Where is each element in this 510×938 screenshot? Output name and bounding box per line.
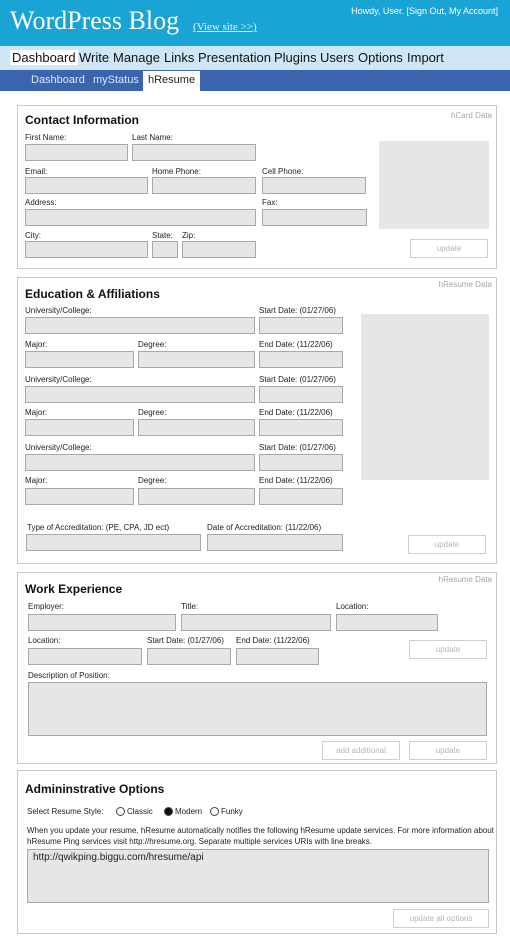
cell-phone-field[interactable] xyxy=(262,177,366,194)
style-modern-radio[interactable] xyxy=(164,807,173,816)
admin-panel xyxy=(17,770,497,934)
description-label: Description of Position: xyxy=(28,671,110,680)
nav-write[interactable]: Write xyxy=(79,50,110,65)
contact-update-button[interactable]: update xyxy=(410,239,488,258)
employer-field[interactable] xyxy=(28,614,176,631)
nav-links[interactable]: Links xyxy=(164,50,195,65)
email-label: Email: xyxy=(25,167,48,176)
email-field[interactable] xyxy=(25,177,148,194)
subnav-dashboard[interactable]: Dashboard xyxy=(31,74,85,86)
hresume-work-tag: hResume Data xyxy=(438,575,492,584)
start-date-label: Start Date: (01/27/06) xyxy=(259,443,336,452)
accreditation-date-field[interactable] xyxy=(207,534,343,551)
address-field[interactable] xyxy=(25,209,256,226)
work-update-button[interactable]: update xyxy=(409,741,487,760)
major-field[interactable] xyxy=(25,351,134,368)
ping-services-value: http://qwikping.biggu.com/hresume/api xyxy=(33,852,204,863)
nav-manage[interactable]: Manage xyxy=(113,50,160,65)
last-name-label: Last Name: xyxy=(132,133,173,142)
education-update-button[interactable]: update xyxy=(408,535,486,554)
university-label: University/College: xyxy=(25,375,92,384)
university-label: University/College: xyxy=(25,443,92,452)
degree-label: Degree: xyxy=(138,476,167,485)
location-field[interactable] xyxy=(336,614,438,631)
work-end-date-field[interactable] xyxy=(236,648,319,665)
university-label: University/College: xyxy=(25,306,92,315)
state-field[interactable] xyxy=(152,241,178,258)
major-label: Major: xyxy=(25,476,48,485)
nav-plugins[interactable]: Plugins xyxy=(274,50,317,65)
major-label: Major: xyxy=(25,408,48,417)
last-name-field[interactable] xyxy=(132,144,256,161)
view-site-link[interactable]: (View site >>) xyxy=(193,21,257,33)
degree-field[interactable] xyxy=(138,351,255,368)
work-panel xyxy=(17,572,497,764)
accreditation-type-field[interactable] xyxy=(26,534,201,551)
start-date-label: Start Date: (01/27/06) xyxy=(259,375,336,384)
home-phone-field[interactable] xyxy=(152,177,256,194)
nav-dashboard[interactable]: Dashboard xyxy=(12,50,76,65)
job-title-label: Title: xyxy=(181,602,199,611)
nav-options[interactable]: Options xyxy=(358,50,403,65)
location-label: Location: xyxy=(336,602,369,611)
add-additional-button[interactable]: add additional xyxy=(322,741,400,760)
accreditation-type-label: Type of Accreditation: (PE, CPA, JD ect) xyxy=(27,523,170,532)
blog-title: WordPress Blog xyxy=(10,6,180,35)
education-image-placeholder xyxy=(361,314,489,480)
degree-field[interactable] xyxy=(138,419,255,436)
major-label: Major: xyxy=(25,340,48,349)
work-location-field[interactable] xyxy=(28,648,142,665)
subnav-mystatus[interactable]: myStatus xyxy=(93,74,139,86)
employer-label: Employer: xyxy=(28,602,65,611)
contact-panel xyxy=(17,105,497,269)
first-name-field[interactable] xyxy=(25,144,128,161)
university-field[interactable] xyxy=(25,454,255,471)
hresume-education-tag: hResume Data xyxy=(438,280,492,289)
major-field[interactable] xyxy=(25,419,134,436)
end-date-field[interactable] xyxy=(259,351,343,368)
work-title: Work Experience xyxy=(25,582,123,596)
style-classic-radio[interactable] xyxy=(116,807,125,816)
style-funky-label: Funky xyxy=(221,807,243,816)
zip-field[interactable] xyxy=(182,241,256,258)
user-account-links[interactable]: Howdy, User. [Sign Out, My Account] xyxy=(351,6,498,16)
education-panel xyxy=(17,277,497,564)
start-date-field[interactable] xyxy=(259,454,343,471)
resume-style-label: Select Resume Style: xyxy=(27,807,104,816)
work-location-label: Location: xyxy=(28,636,61,645)
work-end-date-label: End Date: (11/22/06) xyxy=(236,636,310,645)
ping-notice: When you update your resume, hResume automatically notifies the following hResume update services. For more information about hResume Ping services visit http://hresume.org. Separate multiple services URIs with line breaks. xyxy=(27,826,494,846)
end-date-label: End Date: (11/22/06) xyxy=(259,476,333,485)
nav-import[interactable]: Import xyxy=(407,50,444,65)
accreditation-date-label: Date of Accreditation: (11/22/06) xyxy=(207,523,322,532)
job-title-field[interactable] xyxy=(181,614,331,631)
degree-field[interactable] xyxy=(138,488,255,505)
end-date-field[interactable] xyxy=(259,488,343,505)
first-name-label: First Name: xyxy=(25,133,67,142)
degree-label: Degree: xyxy=(138,408,167,417)
sub-nav xyxy=(0,70,510,91)
end-date-label: End Date: (11/22/06) xyxy=(259,340,333,349)
style-classic-label: Classic xyxy=(127,807,153,816)
description-field[interactable] xyxy=(28,682,487,736)
hcard-photo-placeholder xyxy=(379,141,489,229)
hcard-tag: hCard Data xyxy=(451,111,492,120)
state-label: State: xyxy=(152,231,173,240)
start-date-field[interactable] xyxy=(259,386,343,403)
address-label: Address: xyxy=(25,198,57,207)
cell-phone-label: Cell Phone: xyxy=(262,167,304,176)
home-phone-label: Home Phone: xyxy=(152,167,201,176)
contact-title: Contact Information xyxy=(25,113,139,127)
major-field[interactable] xyxy=(25,488,134,505)
end-date-field[interactable] xyxy=(259,419,343,436)
university-field[interactable] xyxy=(25,317,255,334)
ping-services-field[interactable] xyxy=(27,849,489,903)
university-field[interactable] xyxy=(25,386,255,403)
city-field[interactable] xyxy=(25,241,148,258)
main-nav xyxy=(0,46,510,70)
education-title: Education & Affiliations xyxy=(25,287,160,301)
nav-users[interactable]: Users xyxy=(320,50,354,65)
zip-label: Zip: xyxy=(182,231,196,240)
work-update-top-button[interactable]: update xyxy=(409,640,487,659)
subnav-hresume[interactable]: hResume xyxy=(143,71,200,91)
fax-field[interactable] xyxy=(262,209,367,226)
end-date-label: End Date: (11/22/06) xyxy=(259,408,333,417)
start-date-field[interactable] xyxy=(259,317,343,334)
update-all-options-button[interactable]: update all options xyxy=(393,909,489,928)
nav-presentation[interactable]: Presentation xyxy=(198,50,271,65)
work-start-date-label: Start Date: (01/27/06) xyxy=(147,636,224,645)
admin-title: Admininstrative Options xyxy=(25,782,165,796)
city-label: City: xyxy=(25,231,41,240)
style-funky-radio[interactable] xyxy=(210,807,219,816)
fax-label: Fax: xyxy=(262,198,278,207)
work-start-date-field[interactable] xyxy=(147,648,231,665)
start-date-label: Start Date: (01/27/06) xyxy=(259,306,336,315)
degree-label: Degree: xyxy=(138,340,167,349)
style-modern-label: Modern xyxy=(175,807,203,816)
